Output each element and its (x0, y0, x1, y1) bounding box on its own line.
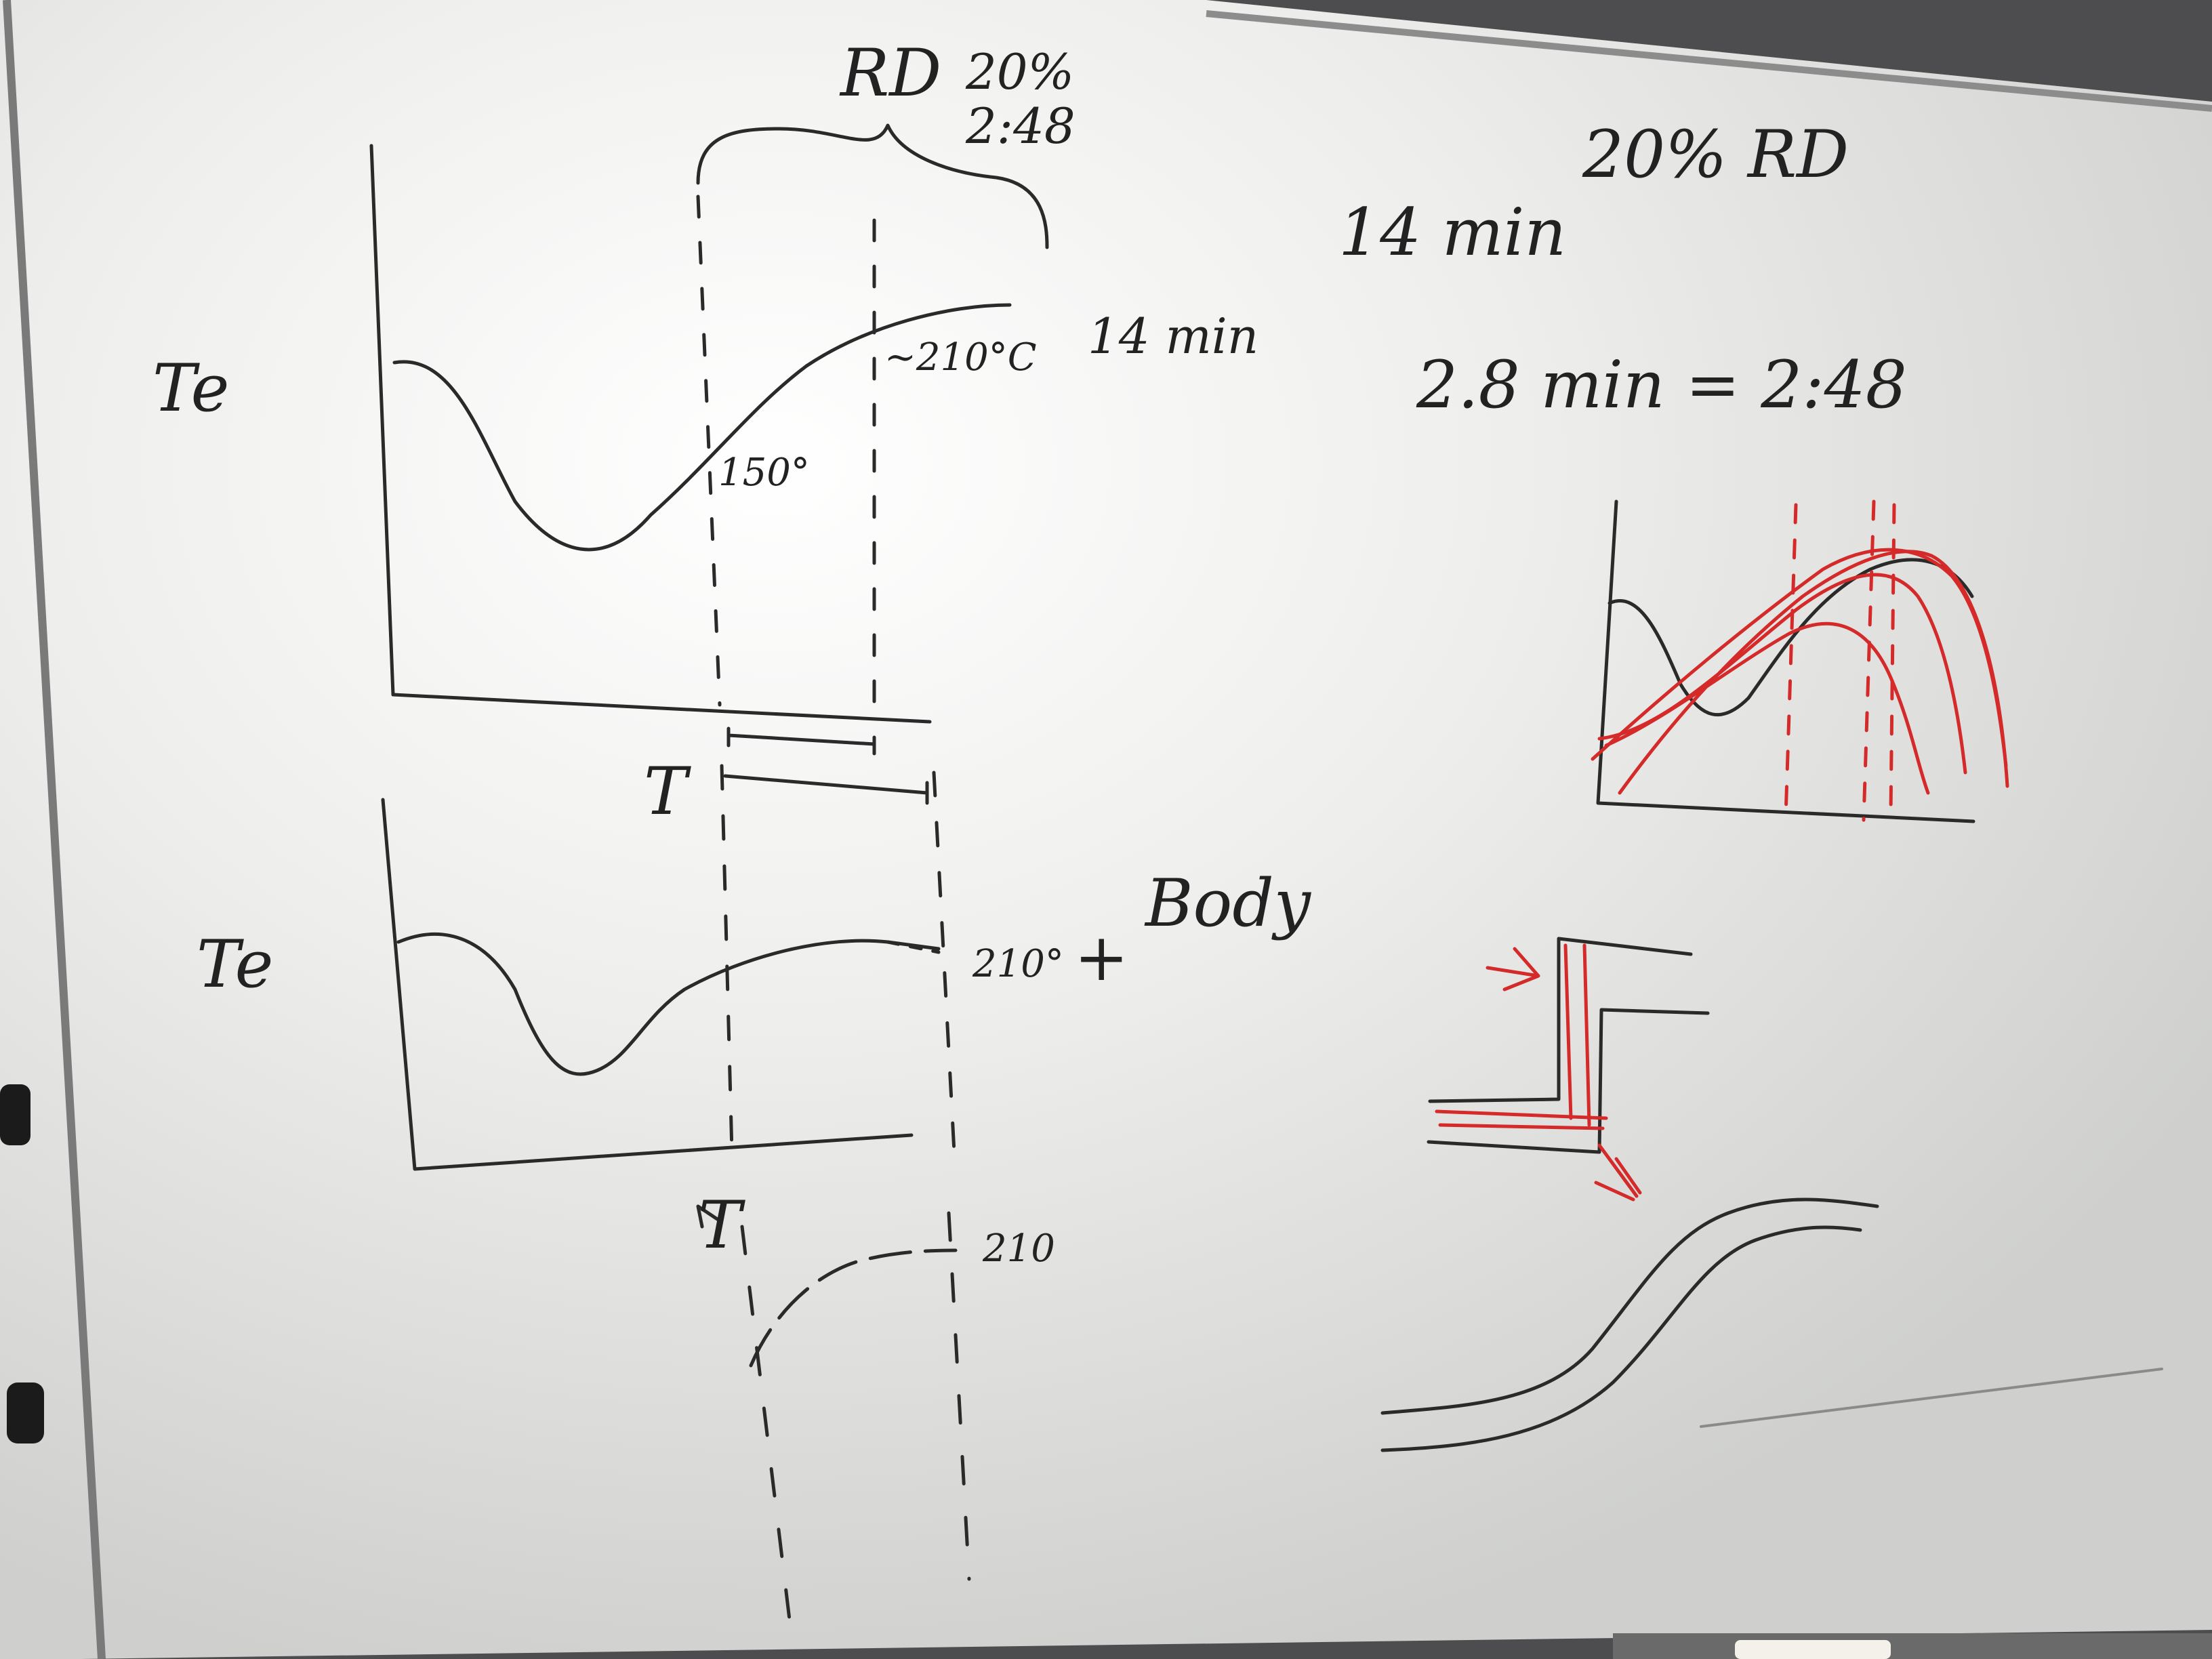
label-210-bottom: 210 (983, 1227, 1055, 1271)
magnet-top (0, 1084, 30, 1145)
label-210-degrees-mid: 210° (972, 942, 1064, 986)
rd-time: 2:48 (966, 98, 1076, 155)
rd-label: RD (840, 35, 942, 111)
mid-graph-y-label: Te (197, 926, 274, 1002)
mid-graph-t-label: T (644, 754, 688, 830)
time-14-min-right: 14 min (1338, 194, 1567, 270)
rd-percent: 20% (966, 43, 1075, 100)
rd-title-right: 20% RD (1582, 117, 1849, 192)
plus-sign: + (1074, 920, 1129, 996)
label-150-degrees: 150° (718, 451, 810, 495)
label-210-degrees-top: ~210°C (884, 335, 1037, 380)
marker (1735, 1640, 1891, 1659)
marker-tray (1613, 1633, 2212, 1659)
magnet-bottom (7, 1382, 44, 1443)
time-equation: 2.8 min = 2:48 (1416, 347, 1907, 423)
label-14-min-left: 14 min (1088, 308, 1259, 365)
body-label: Body (1145, 865, 1311, 941)
top-graph-y-label: Te (152, 350, 230, 426)
bottom-graph-t-label: T (698, 1187, 742, 1263)
